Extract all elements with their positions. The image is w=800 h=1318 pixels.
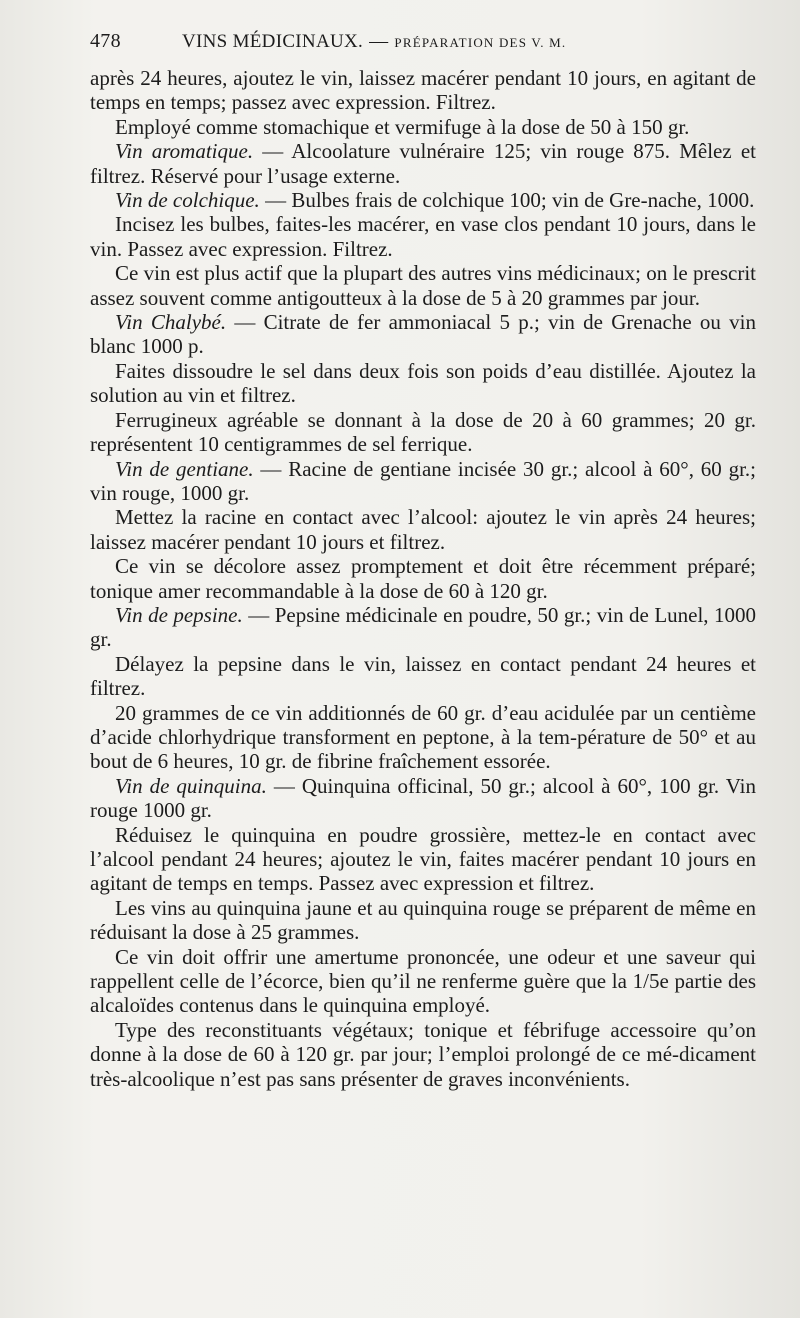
paragraph-text: 20 grammes de ce vin additionnés de 60 gr. d’eau acidulée par un centième d’acide chlorhydrique transforment en peptone, à la tem-pérature de 50° et au bout de 6 heures, 10 gr. de fibrine fraîchement essorée.	[90, 700, 756, 774]
recipe-title: Vin aromatique.	[115, 139, 254, 164]
paragraph	[90, 1018, 756, 1091]
recipe-title: Vin de gentiane.	[115, 456, 254, 481]
paragraph	[90, 652, 756, 701]
paragraph-text: après 24 heures, ajoutez le vin, laissez macérer pendant 10 jours, en agitant de temps en temps; passez avec expression. Filtrez.	[90, 66, 756, 115]
recipe-paragraph	[90, 603, 756, 652]
paragraph-text: — Pepsine médicinale en poudre, 50 gr.; vin de Lunel, 1000 gr.	[90, 602, 757, 652]
paragraph-text: Incisez les bulbes, faites-les macérer, en vase clos pendant 10 jours, dans le vin. Passez avec expression. Filtrez.	[90, 212, 756, 261]
page-number: 478	[90, 30, 121, 52]
paragraph-text: Délayez la pepsine dans le vin, laissez en contact pendant 24 heures et filtrez.	[90, 651, 756, 701]
paragraph-text: — Quinquina officinal, 50 gr.; alcool à 60°, 100 gr. Vin rouge 1000 gr.	[90, 773, 757, 823]
paragraph-text: Ce vin se décolore assez promptement et doit être récemment préparé; tonique amer recommandable à la dose de 60 à 120 gr.	[90, 554, 756, 603]
paragraph	[90, 701, 756, 774]
recipe-paragraph	[90, 139, 756, 188]
paragraph	[90, 505, 756, 554]
running-head-dash: —	[369, 31, 389, 52]
paragraph	[90, 66, 756, 115]
paragraph-text: Les vins au quinquina jaune et au quinquina rouge se préparent de même en réduisant la dose à 25 grammes.	[90, 895, 756, 945]
paragraph	[90, 408, 756, 457]
paragraph-text: Type des reconstituants végétaux; tonique et fébrifuge accessoire qu’on donne à la dose de 60 à 120 gr. par jour; l’emploi prolongé de ce mé-dicament très-alcoolique n’est pas sans présenter de graves inconvénients.	[90, 1017, 756, 1091]
recipe-paragraph	[90, 310, 756, 359]
recipe-paragraph	[90, 188, 756, 212]
body-text	[90, 66, 756, 1091]
paragraph-text: Mettez la racine en contact avec l’alcool: ajoutez le vin après 24 heures; laissez macérer pendant 10 jours et filtrez.	[90, 505, 756, 554]
paragraph-text: Réduisez le quinquina en poudre grossière, mettez-le en contact avec l’alcool pendant 24 heures; ajoutez le vin, faites macérer pendant 10 jours en agitant de temps en temps. Passez avec expression et filtrez.	[90, 822, 756, 896]
paragraph-text: Faites dissoudre le sel dans deux fois son poids d’eau distillée. Ajoutez la solution au vin et filtrez.	[90, 358, 756, 408]
running-head	[90, 30, 756, 66]
paragraph-text: — Bulbes frais de colchique 100; vin de Gre-nache, 1000.	[265, 188, 755, 213]
paragraph	[90, 115, 756, 139]
paragraph	[90, 261, 756, 310]
paragraph	[90, 896, 756, 945]
running-head-subtitle: PRÉPARATION DES V. M.	[394, 35, 567, 50]
paragraph-text: — Alcoolature vulnéraire 125; vin rouge 875. Mêlez et filtrez. Réservé pour l’usage externe.	[90, 139, 757, 188]
paragraph	[90, 554, 756, 603]
paragraph	[90, 945, 756, 1018]
running-head-title: VINS MÉDICINAUX.	[182, 31, 364, 52]
paragraph	[90, 212, 756, 261]
paragraph-text: — Racine de gentiane incisée 30 gr.; alcool à 60°, 60 gr.; vin rouge, 1000 gr.	[90, 456, 756, 505]
paragraph-text: Ce vin doit offrir une amertume prononcée, une odeur et une saveur qui rappellent celle de l’écorce, bien qu’il ne renferme guère que la 1/5e partie des alcaloïdes contenus dans le quinquina employé.	[90, 944, 756, 1018]
paragraph	[90, 359, 756, 408]
paragraph-text: Employé comme stomachique et vermifuge à la dose de 50 à 150 gr.	[115, 114, 690, 139]
recipe-title: Vin Chalybé.	[115, 310, 227, 335]
recipe-title: Vin de colchique.	[115, 188, 260, 213]
recipe-paragraph	[90, 457, 756, 506]
recipe-title: Vin de quinquina.	[115, 773, 267, 798]
paragraph-text: — Citrate de fer ammoniacal 5 p.; vin de Grenache ou vin blanc 1000 p.	[90, 310, 756, 359]
paragraph	[90, 823, 756, 896]
paragraph-text: Ce vin est plus actif que la plupart des autres vins médicinaux; on le prescrit assez souvent comme antigoutteux à la dose de 5 à 20 grammes par jour.	[90, 261, 756, 310]
recipe-paragraph	[90, 774, 756, 823]
paragraph-text: Ferrugineux agréable se donnant à la dose de 20 à 60 grammes; 20 gr. représentent 10 centigrammes de sel ferrique.	[90, 407, 756, 457]
recipe-title: Vin de pepsine.	[115, 602, 243, 627]
